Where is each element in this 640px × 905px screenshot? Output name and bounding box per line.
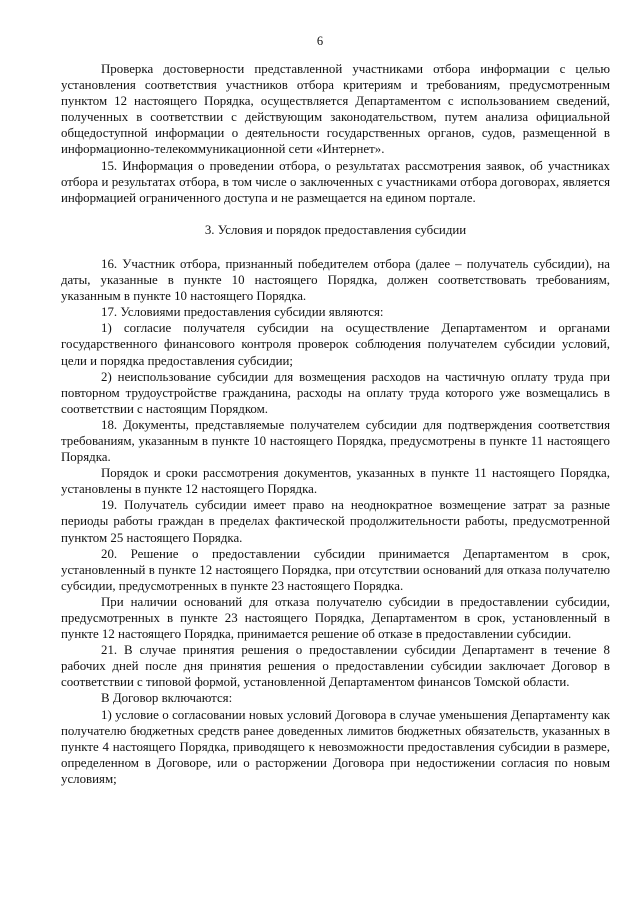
page-number: 6 — [316, 34, 324, 48]
paragraph-16: 16. Участник отбора, признанный победителем отбора (далее – получатель субсидии), на даты, указанные в пункте 10 настоящего Порядка, должен соответствовать требованиям, указанным в пункте 10 настоящего Порядка. — [61, 256, 610, 304]
paragraph-21-item-1: 1) условие о согласовании новых условий Договора в случае уменьшения Департаменту как получателю бюджетных средств ранее доведенных лимитов бюджетных обязательств, указанных в пункте 4 настоящего Порядка, приводящего к невозможности предоставления субсидии в размере, определенном в Договоре, или о расторжении Договора при недостижении согласия по новым условиям; — [61, 707, 610, 786]
paragraph-17: 17. Условиями предоставления субсидии являются: — [101, 305, 384, 320]
paragraph-19: 19. Получатель субсидии имеет право на неоднократное возмещение затрат за разные периоды работы граждан в пределах фактической продолжительности работы, предусмотренной пунктом 25 настоящего Порядка. — [61, 498, 610, 545]
paragraph-verification: Проверка достоверности представленной участниками отбора информации с целью установления соответствия участников отбора критериям и требованиям, предусмотренным пунктом 12 настоящего Порядка, осуществляется Департаментом с использованием сведений, полученных в соответствии с действующим законодательством, путем анализа официальной общедоступной информации о деятельности государственных органов, судов, размещенной в информационно-телекоммуникационной сети «Интернет». — [61, 62, 610, 157]
section-heading: 3. Условия и порядок предоставления субсидии — [204, 222, 467, 237]
paragraph-21-contract-includes: В Договор включаются: — [101, 691, 233, 706]
paragraph-17-item-2: 2) неиспользование субсидии для возмещения расходов на частичную оплату труда при повторном трудоустройстве гражданина, расходы на оплату труда которого уже возмещались в соответствии с настоящим Порядком. — [61, 369, 610, 416]
paragraph-20-refusal: При наличии оснований для отказа получателю субсидии в предоставлении субсидии, предусмотренных в пункте 23 настоящего Порядка, Департаментом в срок, установленный в пункте 12 настоящего Порядка, принимается решение об отказе в предоставлении субсидии. — [61, 594, 610, 642]
document-body — [61, 61, 610, 787]
paragraph-18: 18. Документы, представляемые получателем субсидии для подтверждения соответствия требованиям, указанным в пункте 10 настоящего Порядка, предусмотрены в пункте 11 настоящего Порядка. — [61, 417, 610, 465]
paragraph-20: 20. Решение о предоставлении субсидии принимается Департаментом в срок, установленный в пункте 12 настоящего Порядка, при отсутствии оснований для отказа получателю субсидии, предусмотренных в пункте 23 настоящего Порядка. — [61, 546, 610, 593]
paragraph-18-procedure: Порядок и сроки рассмотрения документов, указанных в пункте 11 настоящего Порядка, установлены в пункте 12 настоящего Порядка. — [61, 466, 610, 497]
paragraph-21: 21. В случае принятия решения о предоставлении субсидии Департамент в течение 8 рабочих дней после дня принятия решения о предоставлении субсидии заключает Договор в соответствии с типовой формой, установленной Департаментом финансов Томской области. — [61, 643, 610, 690]
paragraph-15: 15. Информация о проведении отбора, о результатах рассмотрения заявок, об участниках отбора и результатах отбора, в том числе о заключенных с участниками отбора договорах, является информацией ограниченного доступа и не размещается на едином портале. — [61, 158, 610, 205]
paragraph-17-item-1: 1) согласие получателя субсидии на осуществление Департаментом и органами государственного финансового контроля проверок соблюдения получателем субсидии условий, цели и порядка предоставления субсидии; — [61, 321, 610, 368]
